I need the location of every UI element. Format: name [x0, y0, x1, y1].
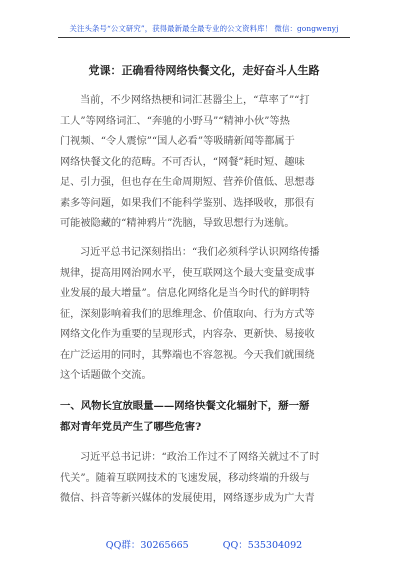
text-line: 可能被隐藏的“精神鸦片”洗脑，导致思想行为迷航。: [60, 218, 295, 229]
text-line: 在广泛运用的同时，其弊端也不容忽视。今天我们就围绕: [60, 349, 315, 361]
paragraph-quote: [60, 243, 354, 387]
paragraph-intro: [60, 91, 354, 235]
text-line: 规律，提高用网治网水平，使互联网这个最大变量变成事: [60, 267, 315, 279]
text-line: 微信、抖音等新兴媒体的发展使用，网络逐步成为广大青: [60, 493, 315, 504]
header-divider: [58, 37, 350, 38]
text-line: 这个话题做个交流。: [60, 370, 152, 381]
text-line: 当前，不少网络热梗和词汇甚嚣尘上，“草率了”“打: [80, 95, 310, 106]
heading-line: 一、风物长宜放眼量——网络快餐文化辐射下，掰一掰: [60, 400, 310, 412]
text-line: 素多等问题，如果我们不能科学鉴别、选择吸收，那很有: [60, 197, 315, 209]
footer-qq-number: QQ：535304092: [222, 540, 303, 551]
text-line: 习近平总书记深刻指出：“我们必须科学认识网络传播: [80, 247, 320, 258]
text-line: 足、引力强，但也存在生命周期短、营养价值低、思想毒: [60, 177, 315, 188]
text-line: 代关”。随着互联网技术的飞速发展，移动终端的升级与: [60, 472, 310, 484]
text-line: 征，深刻影响着我们的思维理念、价值取向、行为方式等: [60, 308, 315, 320]
section-heading: [60, 396, 354, 438]
heading-line: 都对青年党员产生了哪些危害?: [60, 421, 202, 433]
footer-qq-group: QQ群：30265665: [105, 540, 189, 551]
paragraph-section-body: [60, 448, 354, 510]
text-line: 习近平总书记讲：“政治工作过不了网络关就过不了时: [80, 452, 320, 463]
document-title: 党课：正确看待网络快餐文化，走好奋斗人生路: [88, 64, 320, 77]
text-line: 网络文化作为重要的呈现形式，内容杂、更新快、易接收: [60, 329, 315, 340]
footer-contact: [0, 537, 408, 551]
text-line: 工人”等网络词汇、“奔驰的小野马”“精神小伙”等热: [60, 115, 290, 127]
header-promo-note: 关注头条号“公文研究”，获得最新最全最专业的公文资料库！ 微信：gongwenyj: [69, 24, 339, 33]
text-line: 业发展的最大增量”。信息化网络化是当今时代的鲜明特: [60, 288, 310, 299]
text-line: 门视频、“令人震惊”“国人必看”等吸睛新闻等都属于: [60, 136, 295, 147]
text-line: 网络快餐文化的范畴。不可否认，“网餐”耗时短、趣味: [60, 156, 305, 168]
